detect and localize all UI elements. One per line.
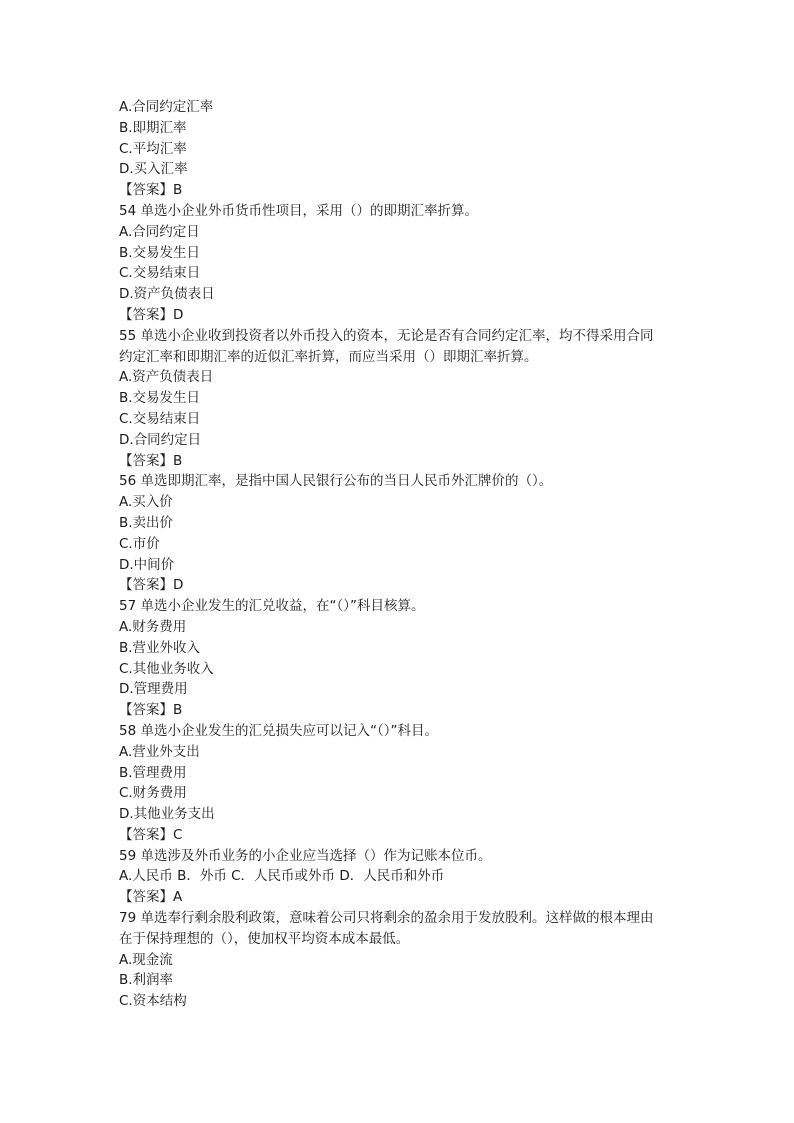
option-c: C.财务费用 [119,785,187,802]
option-c: C.其他业务收入 [119,660,214,677]
answer-line: 【答案】B [119,452,183,469]
question-56: 56 单选即期汇率，是指中国人民银行公布的当日人民币外汇牌价的（）。 [119,473,553,490]
option-a: A.营业外支出 [119,743,200,760]
document-body [119,97,679,1012]
answer-line: 【答案】B [119,702,183,719]
answer-line: 【答案】D [119,577,184,594]
question-55-line-1: 55 单选小企业收到投资者以外币投入的资本，无论是否有合同约定汇率，均不得采用合同 [119,327,654,344]
options-inline: A.人民币 B．外币 C．人民币或外币 D．人民币和外币 [119,868,445,885]
answer-line: 【答案】B [119,182,183,199]
option-b: B.交易发生日 [119,244,201,261]
option-d: D.管理费用 [119,681,188,698]
option-b: B.交易发生日 [119,390,201,407]
option-d: D.其他业务支出 [119,806,215,823]
answer-line: 【答案】D [119,306,184,323]
option-d: D.买入汇率 [119,161,188,178]
option-a: A.现金流 [119,951,173,968]
question-54: 54 单选小企业外币货币性项目，采用（）的即期汇率折算。 [119,202,478,219]
option-b: B.管理费用 [119,764,187,781]
question-79-line-1: 79 单选奉行剩余股利政策，意味着公司只将剩余的盈余用于发放股利。这样做的根本理由 [119,910,654,927]
option-d: D.中间价 [119,556,175,573]
option-a: A.合同约定日 [119,223,200,240]
question-79-line-2: 在于保持理想的（），使加权平均资本成本最低。 [119,930,410,947]
option-c: C.平均汇率 [119,140,187,157]
question-57: 57 单选小企业发生的汇兑收益，在“（）”科目核算。 [119,598,425,615]
option-b: B.卖出价 [119,514,174,531]
answer-line: 【答案】C [119,826,183,843]
answer-line: 【答案】A [119,889,183,906]
question-59: 59 单选涉及外币业务的小企业应当选择（）作为记账本位币。 [119,847,492,864]
option-b: B.营业外收入 [119,639,201,656]
option-b: B.即期汇率 [119,119,187,136]
option-c: C.交易结束日 [119,265,201,282]
option-a: A.合同约定汇率 [119,99,214,115]
option-a: A.财务费用 [119,618,187,635]
option-a: A.资产负债表日 [119,369,214,386]
option-a: A.买入价 [119,494,173,511]
question-58: 58 单选小企业发生的汇兑损失应可以记入“（）”科目。 [119,722,438,739]
option-c: C.交易结束日 [119,410,201,427]
option-c: C.资本结构 [119,993,187,1010]
question-55-line-2: 约定汇率和即期汇率的近似汇率折算，而应当采用（）即期汇率折算。 [119,348,538,365]
option-d: D.合同约定日 [119,431,202,448]
option-d: D.资产负债表日 [119,286,215,303]
option-b: B.利润率 [119,972,174,989]
option-c: C.市价 [119,535,160,552]
